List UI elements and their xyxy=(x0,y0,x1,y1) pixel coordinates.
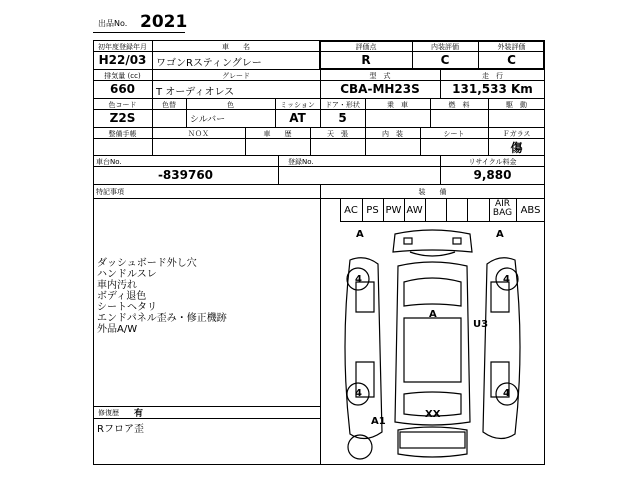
right-side-outline xyxy=(483,258,520,439)
mark-front-right: A xyxy=(496,229,504,240)
front-bumper-outline xyxy=(393,230,472,252)
interior-trim-header: 内 装 xyxy=(382,130,403,138)
windshield xyxy=(404,278,461,306)
mileage-value: 131,533 Km xyxy=(452,82,533,96)
equip-aw: AW xyxy=(406,205,423,216)
exterior-eval-header: 外装評価 xyxy=(497,43,526,51)
maintenance-book-header: 整備手帳 xyxy=(108,130,137,138)
name-header: 車 名 xyxy=(222,43,250,51)
car-damage-diagram xyxy=(320,222,545,465)
mark-tire-rear-left: 4 xyxy=(355,388,362,399)
note-item: ボディ退色 xyxy=(97,291,147,302)
color-value: シルバー xyxy=(190,115,226,125)
color-code-value: Z2S xyxy=(109,111,136,125)
note-item: ハンドルスレ xyxy=(97,269,157,280)
equipment-header: 装 備 xyxy=(418,188,447,196)
mark-right-side: U3 xyxy=(473,319,489,330)
interior-eval-header: 内装評価 xyxy=(431,43,459,51)
equip-ps: PS xyxy=(366,205,379,216)
cc-value: 660 xyxy=(109,82,136,96)
grade-header: グレード xyxy=(222,72,250,80)
auction-number-underline xyxy=(93,32,185,33)
note-item: シートヘタリ xyxy=(97,302,157,313)
roof-panel xyxy=(404,318,461,382)
chassis-header: 車台No. xyxy=(96,158,122,166)
drive-header: 駆 動 xyxy=(506,101,527,109)
note-item: エンドパネル歪み・修正機跡 xyxy=(97,313,227,324)
front-lamp-left xyxy=(404,238,412,244)
year-value: H22/03 xyxy=(98,53,147,67)
front-glass-value: 傷 xyxy=(510,141,523,155)
notes-header: 特記事項 xyxy=(96,188,124,196)
roof-top-outline xyxy=(395,262,470,425)
grade-value: T オーディオレス xyxy=(156,87,235,98)
registration-header: 登録No. xyxy=(288,158,314,166)
exterior-eval-value: C xyxy=(507,53,516,67)
equip-airbag: AIR BAG xyxy=(492,199,513,218)
score-value: R xyxy=(361,53,371,67)
year-header: 初年度登録年月 xyxy=(98,43,147,51)
mark-tire-front-right: 4 xyxy=(503,274,510,285)
front-lamp-right xyxy=(453,238,461,244)
seat-header: シート xyxy=(443,130,465,138)
doors-header: ドア・形状 xyxy=(325,101,360,109)
headliner-header: 天 張 xyxy=(327,130,348,138)
rear-gate xyxy=(400,432,465,448)
fuel-header: 燃 料 xyxy=(448,101,470,109)
recycle-fee-value: 9,880 xyxy=(473,168,512,182)
history-header: 車 歴 xyxy=(263,130,292,138)
right-front-window xyxy=(491,282,509,312)
auction-number: 2021 xyxy=(140,12,188,32)
chassis-value: -839760 xyxy=(157,168,214,182)
mileage-header: 走 行 xyxy=(482,72,503,80)
interior-eval-value: C xyxy=(440,53,450,67)
car-name-value: ワゴンRスティングレー xyxy=(156,58,262,69)
equip-ac: AC xyxy=(344,205,358,216)
cc-header: 排気量 (cc) xyxy=(104,72,141,80)
equip-pw: PW xyxy=(385,205,402,216)
note-item: 車内汚れ xyxy=(97,280,137,291)
transmission-value: AT xyxy=(289,111,306,125)
front-glass-header: Ｆガラス xyxy=(502,130,531,138)
note-item: 外品A/W xyxy=(97,324,138,335)
color-header: 色 xyxy=(227,101,234,109)
note-item: ダッシュボード外し穴 xyxy=(97,258,197,269)
left-front-window xyxy=(356,282,374,312)
recycle-fee-header: リサイクル料金 xyxy=(468,158,517,166)
mark-front-left: A xyxy=(356,229,364,240)
mark-rear-left: A1 xyxy=(371,416,386,427)
mark-rear: XX xyxy=(425,409,441,420)
model-header: 型 式 xyxy=(369,72,391,80)
model-value: CBA-MH23S xyxy=(340,82,420,96)
score-header: 評価点 xyxy=(355,43,377,51)
auction-number-label: 出品No. xyxy=(98,19,128,28)
repair-note: Rフロア歪 xyxy=(97,424,144,435)
repair-history-label: 修復歴 xyxy=(98,409,119,417)
notes-list xyxy=(97,258,227,335)
doors-value: 5 xyxy=(338,111,347,125)
equip-abs: ABS xyxy=(520,205,541,216)
color-change-header: 色替 xyxy=(162,101,176,109)
capacity-header: 乗 車 xyxy=(387,101,408,109)
nox-header: ＮＯＸ xyxy=(188,130,209,138)
left-side-outline xyxy=(345,258,382,439)
mark-tire-rear-right: 4 xyxy=(503,388,510,399)
transmission-header: ミッション xyxy=(280,101,315,109)
mark-roof: A xyxy=(429,309,437,320)
hood-line xyxy=(410,252,455,256)
repair-history-value: 有 xyxy=(134,409,144,419)
mark-tire-front-left: 4 xyxy=(355,274,362,285)
color-code-header: 色コード xyxy=(108,101,137,109)
